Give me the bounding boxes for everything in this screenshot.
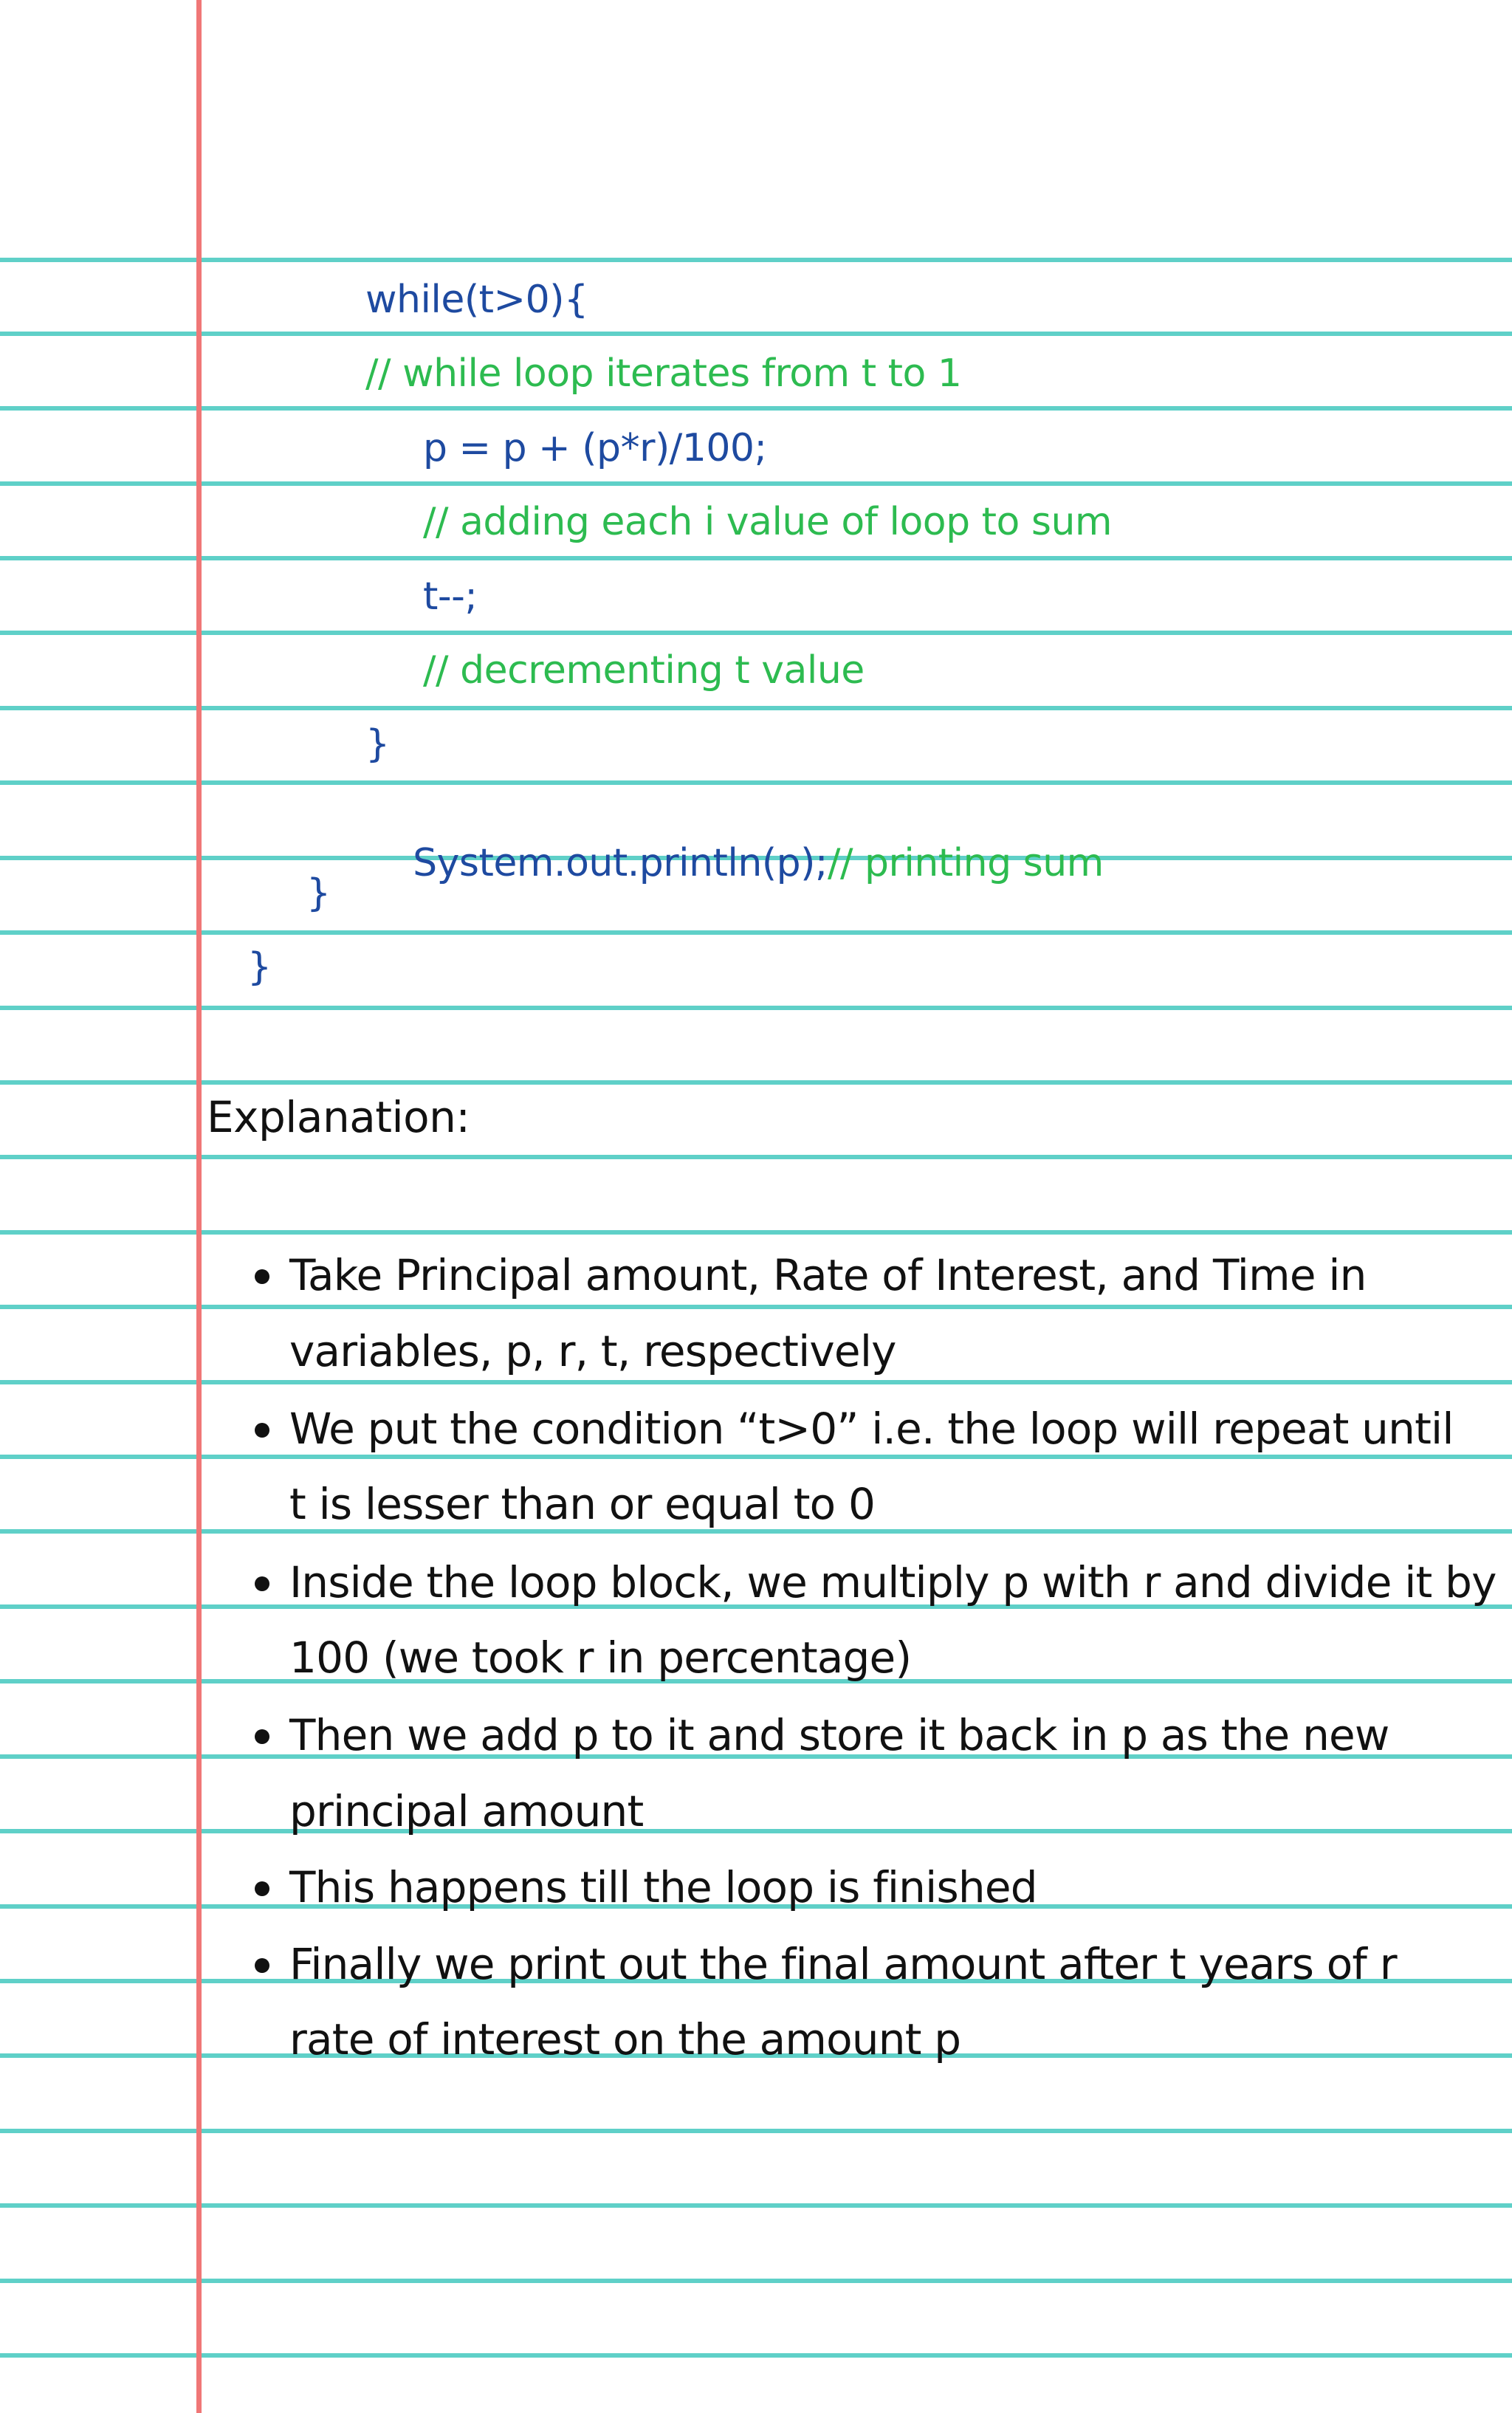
ruled-line xyxy=(0,1455,1512,1459)
code-line-while: while(t>0){ xyxy=(365,278,588,322)
code-comment-while: // while loop iterates from t to 1 xyxy=(365,351,962,396)
bullet-dot xyxy=(255,1423,269,1438)
code-line-close-method: } xyxy=(306,871,331,916)
margin-line xyxy=(196,0,202,2413)
ruled-line xyxy=(0,406,1512,411)
ruled-line xyxy=(0,1829,1512,1833)
code-comment-decrementing: // decrementing t value xyxy=(423,648,865,693)
ruled-line xyxy=(0,556,1512,560)
ruled-line xyxy=(0,2279,1512,2283)
bullet-dot xyxy=(255,1958,269,1973)
bullet-4-line-1: Then we add p to it and store it back in p as the new xyxy=(289,1710,1389,1760)
ruled-line xyxy=(0,2129,1512,2133)
ruled-line xyxy=(0,930,1512,935)
ruled-line xyxy=(0,706,1512,710)
ruled-line xyxy=(0,780,1512,785)
ruled-line xyxy=(0,2353,1512,2358)
ruled-line xyxy=(0,481,1512,486)
explanation-heading: Explanation: xyxy=(207,1092,470,1142)
ruled-line xyxy=(0,1155,1512,1159)
code-comment-printing: // printing sum xyxy=(827,841,1104,885)
ruled-line xyxy=(0,631,1512,635)
bullet-dot xyxy=(255,1881,269,1896)
ruled-line xyxy=(0,332,1512,336)
bullet-dot xyxy=(255,1269,269,1284)
code-comment-adding: // adding each i value of loop to sum xyxy=(423,500,1113,544)
bullet-dot xyxy=(255,1576,269,1591)
ruled-line xyxy=(0,1305,1512,1309)
code-line-close-while: } xyxy=(365,722,390,766)
code-line-assign: p = p + (p*r)/100; xyxy=(423,426,767,470)
bullet-3-line-1: Inside the loop block, we multiply p with r and divide it by xyxy=(289,1557,1496,1607)
bullet-1-line-2: variables, p, r, t, respectively xyxy=(289,1326,896,1376)
bullet-dot xyxy=(255,1729,269,1744)
bullet-2-line-1: We put the condition “t>0” i.e. the loop will repeat until xyxy=(289,1404,1454,1454)
code-line-decrement: t--; xyxy=(423,574,478,619)
bullet-3-line-2: 100 (we took r in percentage) xyxy=(289,1633,912,1683)
bullet-1-line-1: Take Principal amount, Rate of Interest, and Time in xyxy=(289,1250,1367,1300)
code-line-close-class: } xyxy=(247,945,272,989)
bullet-6-line-1: Finally we print out the final amount after t years of r xyxy=(289,1939,1397,1989)
ruled-line xyxy=(0,2203,1512,2208)
ruled-line xyxy=(0,1380,1512,1384)
code-line-println xyxy=(365,797,1104,930)
ruled-line xyxy=(0,1230,1512,1235)
bullet-2-line-2: t is lesser than or equal to 0 xyxy=(289,1479,876,1529)
bullet-6-line-2: rate of interest on the amount p xyxy=(289,2014,961,2064)
bullet-4-line-2: principal amount xyxy=(289,1786,644,1836)
bullet-5-line-1: This happens till the loop is finished xyxy=(289,1862,1037,1912)
ruled-line xyxy=(0,258,1512,262)
code-println: System.out.println(p); xyxy=(413,841,828,885)
ruled-line xyxy=(0,1080,1512,1085)
ruled-line xyxy=(0,1006,1512,1010)
